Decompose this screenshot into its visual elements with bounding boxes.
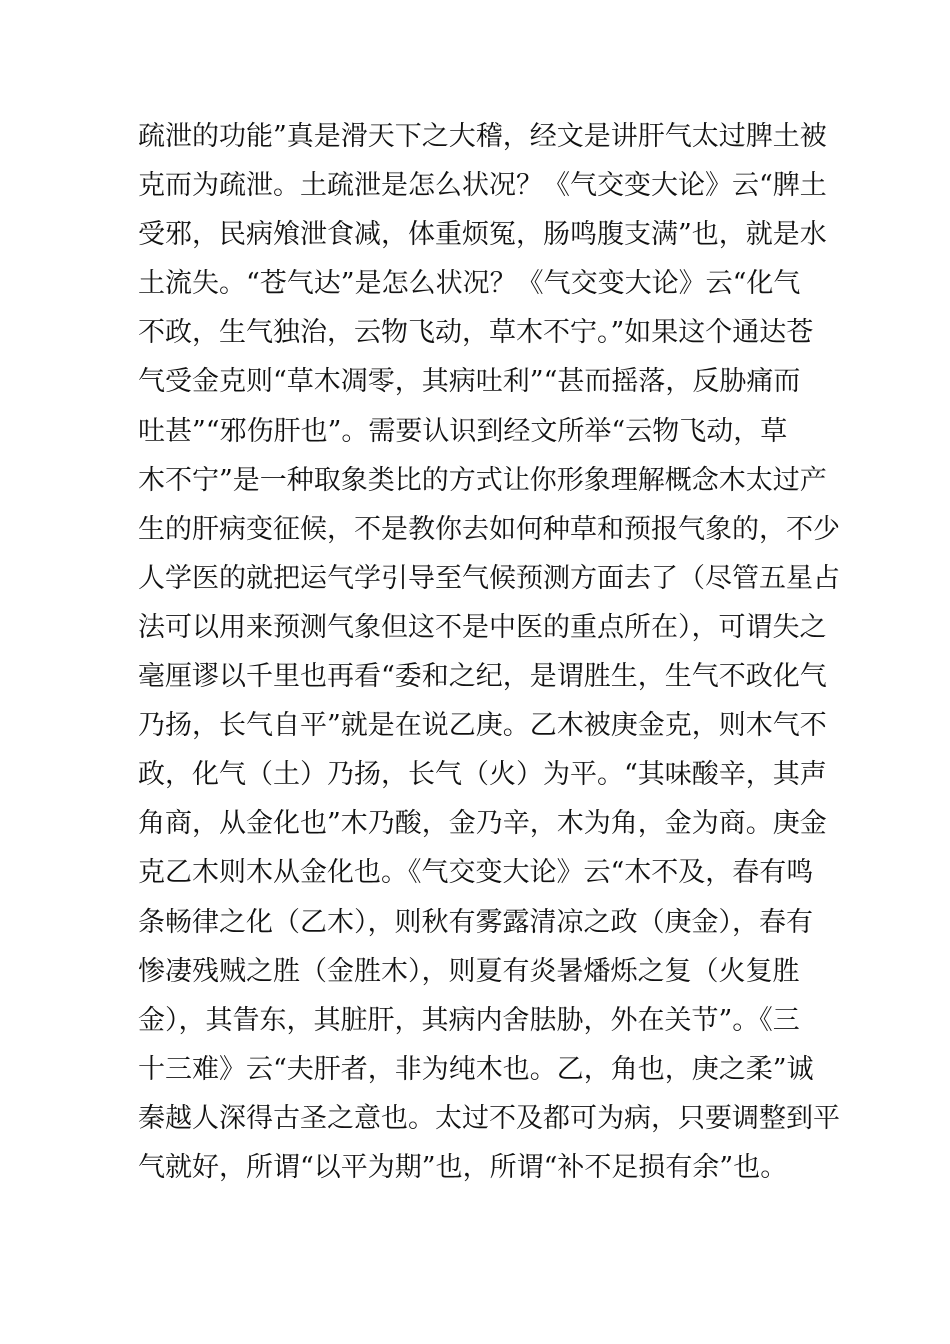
text-line: 生的肝病变征候，不是教你去如何种草和预报气象的，不少	[138, 513, 840, 545]
text-line: 不政，生气独治，云物飞动，草木不宁。”如果这个通达苍	[138, 317, 814, 349]
text-line: 政，化气（土）乃扬，长气（火）为平。“其味酸辛，其声	[138, 759, 827, 791]
text-line: 惨凄残贼之胜（金胜木），则夏有炎暑燔烁之复（火复胜	[138, 955, 800, 987]
text-line: 人学医的就把运气学引导至气候预测方面去了（尽管五星占	[138, 562, 840, 594]
text-line: 秦越人深得古圣之意也。太过不及都可为病，只要调整到平	[138, 1102, 840, 1134]
text-line: 木不宁”是一种取象类比的方式让你形象理解概念木太过产	[138, 464, 827, 496]
text-line: 金），其眚东，其脏肝，其病内舍胠胁，外在关节”。《三	[138, 1004, 800, 1036]
text-line: 毫厘谬以千里也再看“委和之纪，是谓胜生，生气不政化气	[138, 661, 827, 693]
text-line: 克乙木则木从金化也。《气交变大论》云“木不及，春有鸣	[138, 857, 814, 889]
text-line: 吐甚”“邪伤肝也”。需要认识到经文所举“云物飞动，草	[138, 415, 788, 447]
text-line: 疏泄的功能”真是滑天下之大稽，经文是讲肝气太过脾土被	[138, 121, 827, 152]
text-line: 气受金克则“草木凋零，其病吐利”“甚而摇落，反胁痛而	[138, 366, 801, 398]
text-line: 条畅律之化（乙木），则秋有雾露清凉之政（庚金），春有	[138, 906, 813, 938]
text-line: 受邪，民病飧泄食减，体重烦冤，肠鸣腹支满”也，就是水	[138, 219, 827, 251]
text-line: 十三难》云“夫肝者，非为纯木也。乙，角也，庚之柔”诚	[138, 1053, 814, 1085]
text-line: 气就好，所谓“以平为期”也，所谓“补不足损有余”也。	[138, 1151, 788, 1183]
body-text	[138, 112, 840, 1192]
text-line: 克而为疏泄。土疏泄是怎么状况？《气交变大论》云“脾土	[138, 170, 827, 202]
text-line: 乃扬，长气自平”就是在说乙庚。乙木被庚金克，则木气不	[138, 710, 827, 742]
text-line: 法可以用来预测气象但这不是中医的重点所在），可谓失之	[138, 611, 827, 643]
text-line: 土流失。“苍气达”是怎么状况？《气交变大论》云“化气	[138, 268, 801, 300]
text-line: 角商，从金化也”木乃酸，金乃辛，木为角，金为商。庚金	[138, 808, 827, 840]
